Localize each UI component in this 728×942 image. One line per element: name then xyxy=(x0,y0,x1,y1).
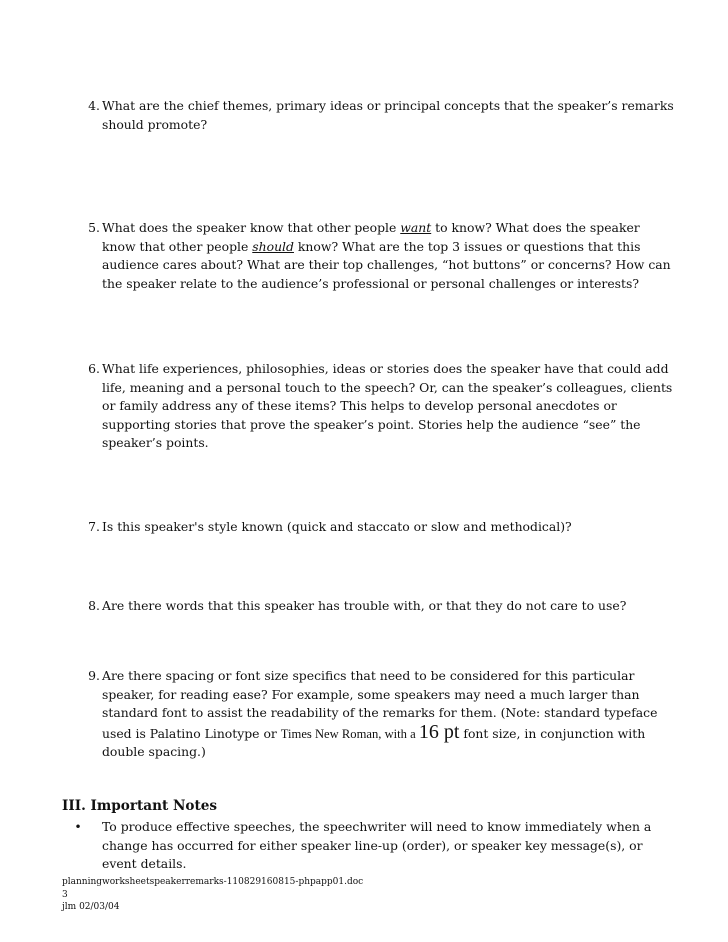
question-text-part: to know? What does the speaker know that other people xyxy=(102,220,640,254)
question-text-part: font size, in conjunction with double spacing.) xyxy=(102,725,646,760)
question-text-part: What does the speaker know that other people xyxy=(102,220,401,235)
font-size-sample: 16 pt xyxy=(418,720,460,743)
question-7 xyxy=(80,518,675,537)
bullet-item xyxy=(72,818,672,874)
question-4 xyxy=(80,97,675,134)
section-heading: III. Important Notes xyxy=(62,798,218,814)
question-number: 9. xyxy=(88,668,100,683)
bullet-icon: • xyxy=(74,819,82,834)
question-9 xyxy=(80,667,675,762)
footer-initials-date: jlm 02/03/04 xyxy=(62,902,120,913)
question-5 xyxy=(80,219,675,293)
question-text-part: know? What are the top 3 issues or questions that this audience cares about? What are their top challenges, “hot buttons” or concerns? How can the speaker relate to the audience’s professional or personal challenges or interests? xyxy=(102,238,671,291)
question-text: Is this speaker's style known (quick and staccato or slow and methodical)? xyxy=(102,519,572,534)
question-text xyxy=(102,667,675,762)
question-number: 7. xyxy=(88,519,100,534)
question-text-part: Times New Roman, with a xyxy=(280,726,419,741)
question-text: What life experiences, philosophies, ideas or stories does the speaker have that could add life, meaning and a personal touch to the speech? Or, can the speaker’s colleagues, clients or family address any of these items? This helps to develop personal anecdotes or supporting stories that prove the speaker’s point. Stories help the audience “see” the speaker’s points. xyxy=(102,361,673,451)
question-text xyxy=(102,219,675,293)
footer-filename: planningworksheetspeakerremarks-110829160815-phpapp01.doc xyxy=(62,877,364,887)
emphasis-want: want xyxy=(400,220,432,235)
bullet-text: To produce effective speeches, the speechwriter will need to know immediately when a change has occurred for either speaker line-up (order), or speaker key message(s), or event details. xyxy=(102,819,652,872)
question-number: 5. xyxy=(88,220,100,235)
question-8 xyxy=(80,597,675,616)
question-number: 4. xyxy=(88,98,100,113)
question-text: What are the chief themes, primary ideas or principal concepts that the speaker’s remarks should promote? xyxy=(102,98,674,132)
page-footer xyxy=(62,876,363,914)
question-text-part: Are there spacing or font size specifics that need to be considered for this particular speaker, for reading ease? For example, some speakers may need a much larger than standard font to assist the readability of the remarks for them. (Note: standard typeface used is Palatino Linotype or xyxy=(102,668,658,741)
question-text: Are there words that this speaker has trouble with, or that they do not care to use? xyxy=(102,598,627,613)
question-number: 6. xyxy=(88,361,100,376)
question-number: 8. xyxy=(88,598,100,613)
emphasis-should: should xyxy=(252,238,294,254)
question-6 xyxy=(80,360,675,453)
footer-page-number: 3 xyxy=(62,889,68,900)
